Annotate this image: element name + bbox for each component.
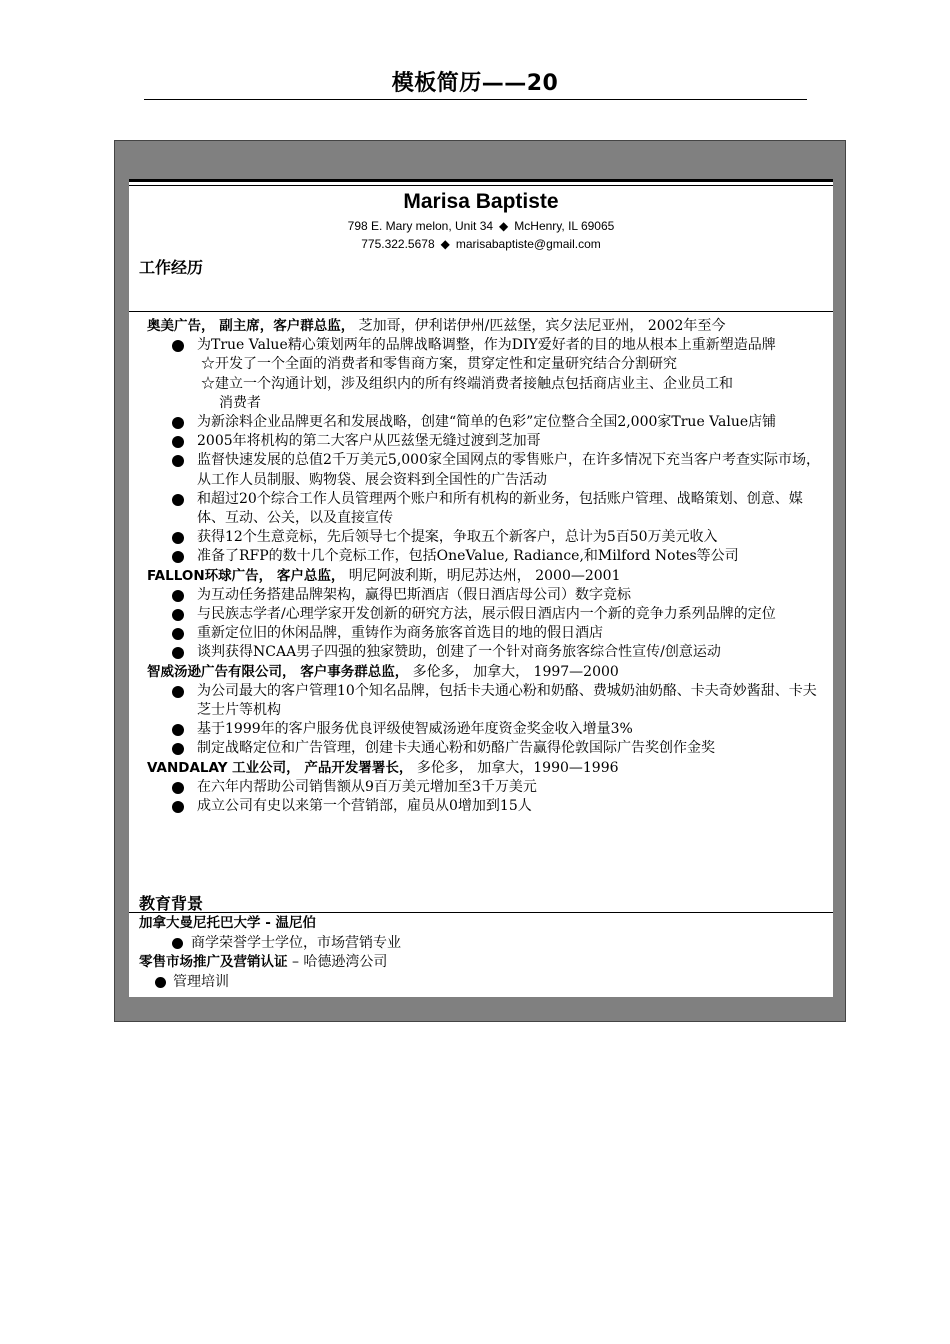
- list-item: 谈判获得NCAA男子四强的独家赞助，创建了一个针对商务旅客综合性宣传/创意运动: [129, 643, 833, 662]
- section-rule-education: [129, 912, 833, 913]
- bullet-icon: [172, 938, 183, 949]
- list-item: 获得12个生意竞标，先后领导七个提案，争取五个新客户，总计为5百50万美元收入: [129, 528, 833, 547]
- bullet-icon: [172, 455, 184, 467]
- job-bullets: [129, 413, 833, 567]
- job-heading: 奥美广告， 副主席，客户群总监， 芝加哥，伊利诺伊州/匹兹堡，宾夕法尼亚州， 2002年至今: [147, 318, 726, 334]
- bullet-icon: [172, 686, 184, 698]
- phone: 775.322.5678: [361, 237, 435, 251]
- sub-item: ☆建立一个沟通计划，涉及组织内的所有终端消费者接触点包括商店业主、企业员工和 消费者: [201, 375, 733, 411]
- job-bullets: [129, 778, 833, 816]
- bullet-icon: [172, 647, 184, 659]
- bullet-icon: [172, 782, 184, 794]
- list-item: 为新涂料企业品牌更名和发展战略，创建“简单的色彩”定位整合全国2,000家True Value店铺: [129, 413, 833, 432]
- bullet-icon: [172, 801, 184, 813]
- city: McHenry, IL 69065: [514, 219, 615, 233]
- list-item: 和超过20个综合工作人员管理两个账户和所有机构的新业务，包括账户管理、战略策划、创意、媒体、互动、公关，以及直接宣传: [129, 490, 833, 528]
- job-bullets: [129, 682, 833, 759]
- title-underline: [144, 99, 807, 100]
- list-item: 基于1999年的客户服务优良评级使智威汤逊年度资金奖金收入增量3%: [129, 720, 833, 739]
- work-experience: [129, 317, 833, 816]
- section-rule-work: [129, 311, 833, 312]
- bullet-icon: [155, 977, 166, 988]
- diamond-separator-icon: ◆: [440, 237, 450, 251]
- list-item: 管理培训: [129, 973, 833, 993]
- candidate-name: Marisa Baptiste: [403, 190, 559, 213]
- contact-address-line: [129, 219, 833, 233]
- section-heading-work: 工作经历: [139, 258, 204, 277]
- email: marisabaptiste@gmail.com: [455, 237, 601, 251]
- header-rule-thick: [129, 179, 833, 182]
- bullet-icon: [172, 532, 184, 544]
- list-item: 在六年内帮助公司销售额从9百万美元增加至3千万美元: [129, 778, 833, 797]
- diamond-separator-icon: ◆: [499, 219, 509, 233]
- school-heading: 零售市场推广及营销认证 – 哈德逊湾公司: [139, 954, 388, 970]
- bullet-icon: [172, 743, 184, 755]
- header-rule-thin: [129, 185, 833, 186]
- list-item: 商学荣誉学士学位，市场营销专业: [129, 934, 833, 954]
- section-heading-education: 教育背景: [139, 894, 204, 913]
- list-item: 监督快速发展的总值2千万美元5,000家全国网点的零售账户，在许多情况下充当客户考查实际市场，从工作人员制服、购物袋、展会资料到全国性的广告活动: [129, 451, 833, 489]
- bullet-icon: [172, 417, 184, 429]
- job-bullets: [129, 586, 833, 663]
- list-item: 为互动任务搭建品牌架构，赢得巴斯酒店（假日酒店母公司）数字竞标: [129, 586, 833, 605]
- list-item: 准备了RFP的数十几个竞标工作，包括OneValue, Radiance,和Milford Notes等公司: [129, 547, 833, 566]
- list-item: 为True Value精心策划两年的品牌战略调整，作为DIY爱好者的目的地从根本上重新塑造品牌: [129, 336, 833, 355]
- bullet-icon: [172, 551, 184, 563]
- bullet-icon: [172, 628, 184, 640]
- job-heading: VANDALAY 工业公司， 产品开发署署长， 多伦多， 加拿大，1990—1996: [147, 759, 619, 776]
- list-item: 2005年将机构的第二大客户从匹兹堡无缝过渡到芝加哥: [129, 432, 833, 451]
- list-item: 制定战略定位和广告管理，创建卡夫通心粉和奶酪广告赢得伦敦国际广告奖创作金奖: [129, 739, 833, 758]
- list-item: 成立公司有史以来第一个营销部，雇员从0增加到15人: [129, 797, 833, 816]
- bullet-icon: [172, 494, 184, 506]
- bullet-icon: [172, 590, 184, 602]
- education-list: [129, 914, 833, 992]
- list-item: 与民族志学者/心理学家开发创新的研究方法，展示假日酒店内一个新的竞争力系列品牌的定位: [129, 605, 833, 624]
- resume-sheet: [129, 179, 833, 997]
- job-heading: FALLON环球广告， 客户总监， 明尼阿波利斯，明尼苏达州， 2000—2001: [147, 567, 621, 584]
- bullet-icon: [172, 609, 184, 621]
- bullet-icon: [172, 340, 184, 352]
- contact-phone-line: [129, 237, 833, 251]
- list-item: 为公司最大的客户管理10个知名品牌，包括卡夫通心粉和奶酪、费城奶油奶酪、卡夫奇妙酱甜、卡夫芝士片等机构: [129, 682, 833, 720]
- address: 798 E. Mary melon, Unit 34: [347, 219, 494, 233]
- bullet-icon: [172, 724, 184, 736]
- job-bullets: [129, 336, 833, 355]
- page-title: 模板简历——20: [391, 71, 559, 96]
- bullet-icon: [172, 436, 184, 448]
- job-heading: 智威汤逊广告有限公司， 客户事务群总监， 多伦多， 加拿大， 1997—2000: [147, 663, 619, 680]
- list-item: 重新定位旧的休闲品牌，重铸作为商务旅客首选目的地的假日酒店: [129, 624, 833, 643]
- school-heading: 加拿大曼尼托巴大学 - 温尼伯: [139, 915, 317, 931]
- sub-item: ☆开发了一个全面的消费者和零售商方案，贯穿定性和定量研究结合分割研究: [201, 356, 677, 373]
